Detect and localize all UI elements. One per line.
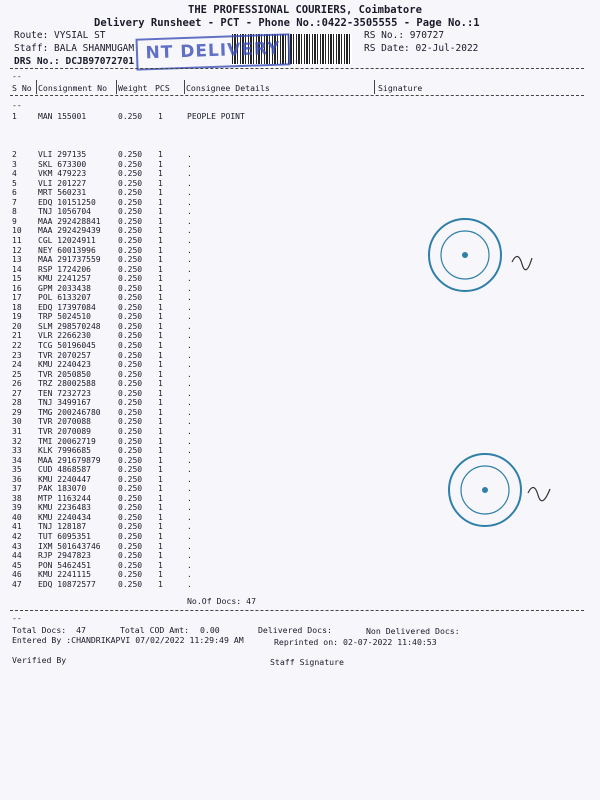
- row-consignment-no: GPM 2033438: [38, 283, 91, 293]
- row-weight: 0.250: [118, 522, 143, 532]
- row-consignment-no: RSP 1724206: [38, 264, 91, 274]
- row-weight: 0.250: [118, 360, 143, 370]
- row-weight: 0.250: [118, 503, 143, 513]
- row-weight: 0.250: [118, 512, 143, 522]
- row-sno: 20: [12, 321, 22, 331]
- row-pcs: 1: [158, 293, 163, 303]
- row-weight: 0.250: [118, 465, 143, 475]
- row-consignment-no: NEY 60013996: [38, 245, 96, 255]
- row-weight: 0.250: [118, 264, 143, 274]
- row-weight: 0.250: [118, 493, 143, 503]
- row-sno: 44: [12, 551, 22, 561]
- row-weight: 0.250: [118, 369, 143, 379]
- row-weight: 0.250: [118, 302, 143, 312]
- divider: [10, 610, 584, 611]
- row-pcs: 1: [158, 321, 163, 331]
- divider: [10, 68, 584, 69]
- row-pcs: 1: [158, 379, 163, 389]
- row-consignment-no: TEN 7232723: [38, 388, 91, 398]
- row-consignment-no: KMU 2241257: [38, 274, 91, 284]
- row-sno: 46: [12, 570, 22, 580]
- row-consignee: .: [187, 426, 192, 436]
- row-sno: 13: [12, 255, 22, 265]
- row-consignment-no: MTP 1163244: [38, 493, 91, 503]
- col-signature: Signature: [378, 83, 423, 93]
- row-pcs: 1: [158, 532, 163, 541]
- row-consignee: .: [187, 532, 192, 541]
- row-consignment-no: MRT 560231: [38, 188, 87, 198]
- row-consignment-no: PON 5462451: [38, 560, 91, 570]
- row-consignee: .: [187, 169, 192, 179]
- reprinted-on: Reprinted on: 02-07-2022 11:40:53: [274, 637, 437, 647]
- people-point-seal-2: [440, 445, 560, 535]
- row-consignment-no: TNJ 3499167: [38, 398, 91, 408]
- col-consignee-details: Consignee Details: [186, 83, 270, 93]
- row-consignment-no: VLI 297135: [38, 150, 87, 159]
- row-consignee: .: [187, 207, 192, 217]
- row-consignee: .: [187, 446, 192, 456]
- delivered-docs: Delivered Docs:: [258, 625, 332, 635]
- row-weight: 0.250: [118, 159, 143, 169]
- row-consignee: .: [187, 350, 192, 360]
- row-sno: 45: [12, 560, 22, 570]
- row-consignment-no: TVR 2070089: [38, 426, 91, 436]
- row-consignment-no: TUT 6095351: [38, 532, 91, 541]
- row-sno: 26: [12, 379, 22, 389]
- row-sno: 28: [12, 398, 22, 408]
- row-pcs: 1: [158, 369, 163, 379]
- row-sno: 22: [12, 341, 22, 350]
- non-delivered-docs: Non Delivered Docs:: [366, 626, 460, 636]
- row-weight: 0.250: [118, 379, 143, 389]
- row-sno: 23: [12, 350, 22, 360]
- row-consignee: .: [187, 379, 192, 389]
- total-cod-value: 0.00: [200, 625, 220, 635]
- row-sno: 6: [12, 188, 17, 198]
- row-pcs: 1: [158, 331, 163, 341]
- row-pcs: 1: [158, 407, 163, 417]
- row-pcs: 1: [158, 541, 163, 551]
- row-sno: 14: [12, 264, 22, 274]
- row-consignee: PEOPLE POINT: [187, 112, 245, 121]
- row-consignment-no: TVR 2070257: [38, 350, 91, 360]
- row-pcs: 1: [158, 493, 163, 503]
- col-pcs: PCS: [155, 83, 170, 93]
- row-weight: 0.250: [118, 169, 143, 179]
- row-weight: 0.250: [118, 407, 143, 417]
- row-sno: 11: [12, 235, 22, 245]
- row-weight: 0.250: [118, 150, 143, 159]
- staff-signature: Staff Signature: [270, 657, 344, 667]
- row-consignee: .: [187, 512, 192, 522]
- row-pcs: 1: [158, 216, 163, 226]
- delivery-stamp: NT DELIVERY: [135, 33, 290, 70]
- row-consignee: .: [187, 570, 192, 580]
- row-pcs: 1: [158, 398, 163, 408]
- row-consignment-no: KLK 7996685: [38, 446, 91, 456]
- row-consignee: .: [187, 388, 192, 398]
- row-sno: 42: [12, 532, 22, 541]
- drs-number: DRS No.: DCJB97072701: [14, 56, 135, 67]
- row-weight: 0.250: [118, 446, 143, 456]
- row-sno: 29: [12, 407, 22, 417]
- total-cod-label: Total COD Amt:: [120, 625, 190, 635]
- row-weight: 0.250: [118, 579, 143, 589]
- row-consignee: .: [187, 417, 192, 427]
- row-weight: 0.250: [118, 331, 143, 341]
- row-consignment-no: TVR 2070088: [38, 417, 91, 427]
- row-sno: 15: [12, 274, 22, 284]
- row-consignment-no: EDQ 10151250: [38, 197, 96, 207]
- row-consignee: .: [187, 455, 192, 465]
- row-pcs: 1: [158, 245, 163, 255]
- row-consignee: .: [187, 522, 192, 532]
- row-consignee: .: [187, 474, 192, 484]
- row-sno: 36: [12, 474, 22, 484]
- row-consignee: .: [187, 541, 192, 551]
- row-pcs: 1: [158, 360, 163, 370]
- row-sno: 39: [12, 503, 22, 513]
- row-sno: 8: [12, 207, 17, 217]
- row-consignee: .: [187, 178, 192, 188]
- row-consignment-no: MAN 155001: [38, 112, 87, 121]
- row-consignment-no: PAK 183070: [38, 484, 87, 494]
- row-pcs: 1: [158, 350, 163, 360]
- row-consignment-no: VKM 479223: [38, 169, 87, 179]
- row-weight: 0.250: [118, 197, 143, 207]
- row-consignment-no: TMI 20062719: [38, 436, 96, 446]
- row-pcs: 1: [158, 150, 163, 159]
- row-sno: 30: [12, 417, 22, 427]
- row-consignee: .: [187, 369, 192, 379]
- row-sno: 35: [12, 465, 22, 475]
- row-weight: 0.250: [118, 436, 143, 446]
- row-pcs: 1: [158, 188, 163, 198]
- row-weight: 0.250: [118, 245, 143, 255]
- row-consignment-no: KMU 2240434: [38, 512, 91, 522]
- row-pcs: 1: [158, 207, 163, 217]
- row-weight: 0.250: [118, 216, 143, 226]
- no-of-docs: No.Of Docs: 47: [187, 596, 257, 606]
- row-sno: 12: [12, 245, 22, 255]
- verified-by: Verified By: [12, 655, 67, 665]
- row-consignment-no: IXM 501643746: [38, 541, 101, 551]
- row-weight: 0.250: [118, 274, 143, 284]
- row-sno: 7: [12, 197, 17, 207]
- row-consignment-no: KMU 2240447: [38, 474, 91, 484]
- row-pcs: 1: [158, 446, 163, 456]
- entered-by: Entered By :CHANDRIKAPVI 07/02/2022 11:29:49 AM: [12, 635, 244, 645]
- row-pcs: 1: [158, 112, 163, 121]
- runsheet-title: Delivery Runsheet - PCT - Phone No.:0422-3505555 - Page No.:1: [94, 17, 480, 29]
- row-sno: 16: [12, 283, 22, 293]
- row-pcs: 1: [158, 312, 163, 322]
- row-pcs: 1: [158, 503, 163, 513]
- row-pcs: 1: [158, 235, 163, 245]
- row-weight: 0.250: [118, 484, 143, 494]
- row-consignee: .: [187, 493, 192, 503]
- row-sno: 10: [12, 226, 22, 236]
- row-consignee: .: [187, 398, 192, 408]
- col-weight: Weight: [118, 83, 148, 93]
- col-sno: S No: [12, 83, 32, 93]
- row-sno: 34: [12, 455, 22, 465]
- row-consignee: .: [187, 331, 192, 341]
- people-point-seal: [420, 210, 540, 300]
- row-weight: 0.250: [118, 570, 143, 580]
- row-consignment-no: TCG 50196045: [38, 341, 96, 350]
- row-pcs: 1: [158, 560, 163, 570]
- row-consignee: .: [187, 503, 192, 513]
- row-weight: 0.250: [118, 341, 143, 350]
- row-consignee: .: [187, 579, 192, 589]
- row-consignee: .: [187, 560, 192, 570]
- row-consignee: .: [187, 235, 192, 245]
- row-consignment-no: SLM 298570248: [38, 321, 101, 331]
- row-weight: 0.250: [118, 312, 143, 322]
- row-consignee: .: [187, 226, 192, 236]
- row-consignee: .: [187, 216, 192, 226]
- row-consignee: .: [187, 407, 192, 417]
- row-weight: 0.250: [118, 283, 143, 293]
- row-sno: 33: [12, 446, 22, 456]
- row-weight: 0.250: [118, 560, 143, 570]
- row-pcs: 1: [158, 436, 163, 446]
- row-pcs: 1: [158, 274, 163, 284]
- row-sno: 38: [12, 493, 22, 503]
- row-consignment-no: TRZ 28002588: [38, 379, 96, 389]
- row-consignment-no: TMG 200246780: [38, 407, 101, 417]
- route-label: Route: VYSIAL ST: [14, 30, 106, 41]
- row-weight: 0.250: [118, 112, 143, 121]
- row-consignee: .: [187, 274, 192, 284]
- row-sno: 27: [12, 388, 22, 398]
- row-pcs: 1: [158, 178, 163, 188]
- row-consignment-no: MAA 292429439: [38, 226, 101, 236]
- row-consignment-no: KMU 2240423: [38, 360, 91, 370]
- company-name: THE PROFESSIONAL COURIERS, Coimbatore: [188, 4, 422, 16]
- row-consignee: .: [187, 293, 192, 303]
- row-sno: 40: [12, 512, 22, 522]
- row-sno: 5: [12, 178, 17, 188]
- row-sno: 18: [12, 302, 22, 312]
- row-weight: 0.250: [118, 541, 143, 551]
- row-consignee: .: [187, 436, 192, 446]
- row-weight: 0.250: [118, 551, 143, 561]
- row-consignment-no: MAA 292428841: [38, 216, 101, 226]
- row-consignee: .: [187, 484, 192, 494]
- row-pcs: 1: [158, 283, 163, 293]
- row-pcs: 1: [158, 197, 163, 207]
- row-weight: 0.250: [118, 398, 143, 408]
- row-weight: 0.250: [118, 178, 143, 188]
- row-consignment-no: VLI 201227: [38, 178, 87, 188]
- row-consignment-no: TVR 2050850: [38, 369, 91, 379]
- row-consignee: .: [187, 283, 192, 293]
- col-consignment: Consignment No: [38, 83, 108, 93]
- row-pcs: 1: [158, 474, 163, 484]
- row-weight: 0.250: [118, 350, 143, 360]
- row-consignee: .: [187, 551, 192, 561]
- rs-number: RS No.: 970727: [364, 30, 445, 41]
- row-sno: 1: [12, 112, 17, 121]
- total-docs: Total Docs: 47: [12, 625, 86, 635]
- row-pcs: 1: [158, 159, 163, 169]
- row-weight: 0.250: [118, 207, 143, 217]
- row-sno: 31: [12, 426, 22, 436]
- row-sno: 4: [12, 169, 17, 179]
- row-pcs: 1: [158, 388, 163, 398]
- row-consignee: .: [187, 150, 192, 159]
- row-pcs: 1: [158, 255, 163, 265]
- row-consignee: .: [187, 321, 192, 331]
- row-weight: 0.250: [118, 426, 143, 436]
- row-weight: 0.250: [118, 293, 143, 303]
- row-sno: 21: [12, 331, 22, 341]
- row-pcs: 1: [158, 484, 163, 494]
- row-consignee: .: [187, 245, 192, 255]
- row-weight: 0.250: [118, 388, 143, 398]
- row-consignment-no: CGL 12024911: [38, 235, 96, 245]
- row-consignment-no: VLR 2266230: [38, 331, 91, 341]
- row-pcs: 1: [158, 341, 163, 350]
- row-consignee: .: [187, 465, 192, 475]
- row-sno: 9: [12, 216, 17, 226]
- row-consignee: .: [187, 197, 192, 207]
- row-consignment-no: RJP 2947823: [38, 551, 91, 561]
- row-sno: 17: [12, 293, 22, 303]
- rs-date: RS Date: 02-Jul-2022: [364, 43, 479, 54]
- row-pcs: 1: [158, 512, 163, 522]
- row-consignee: .: [187, 264, 192, 274]
- row-sno: 19: [12, 312, 22, 322]
- row-sno: 24: [12, 360, 22, 370]
- row-consignment-no: EDQ 17397084: [38, 302, 96, 312]
- row-consignee: .: [187, 255, 192, 265]
- row-pcs: 1: [158, 169, 163, 179]
- row-consignment-no: KMU 2236483: [38, 503, 91, 513]
- row-consignee: .: [187, 159, 192, 169]
- row-consignment-no: TNJ 1056704: [38, 207, 91, 217]
- row-pcs: 1: [158, 417, 163, 427]
- row-consignee: .: [187, 360, 192, 370]
- row-pcs: 1: [158, 226, 163, 236]
- row-sno: 2: [12, 150, 17, 159]
- row-consignment-no: EDQ 10872577: [38, 579, 96, 589]
- row-consignment-no: MAA 291737559: [38, 255, 101, 265]
- row-consignment-no: MAA 291679879: [38, 455, 101, 465]
- divider: [10, 95, 584, 96]
- row-sno: 43: [12, 541, 22, 551]
- staff-label: Staff: BALA SHANMUGAM: [14, 43, 135, 54]
- row-sno: 25: [12, 369, 22, 379]
- row-weight: 0.250: [118, 532, 143, 541]
- row-pcs: 1: [158, 302, 163, 312]
- row-weight: 0.250: [118, 417, 143, 427]
- row-sno: 41: [12, 522, 22, 532]
- row-consignment-no: POL 6133207: [38, 293, 91, 303]
- row-sno: 3: [12, 159, 17, 169]
- row-pcs: 1: [158, 522, 163, 532]
- row-weight: 0.250: [118, 474, 143, 484]
- row-consignment-no: TRP 5024510: [38, 312, 91, 322]
- row-sno: 37: [12, 484, 22, 494]
- row-consignee: .: [187, 302, 192, 312]
- row-weight: 0.250: [118, 188, 143, 198]
- row-weight: 0.250: [118, 235, 143, 245]
- row-consignment-no: TNJ 128187: [38, 522, 87, 532]
- row-pcs: 1: [158, 264, 163, 274]
- row-consignment-no: CUD 4868587: [38, 465, 91, 475]
- row-pcs: 1: [158, 570, 163, 580]
- row-weight: 0.250: [118, 255, 143, 265]
- row-pcs: 1: [158, 551, 163, 561]
- row-consignee: .: [187, 312, 192, 322]
- row-pcs: 1: [158, 455, 163, 465]
- row-pcs: 1: [158, 579, 163, 589]
- row-pcs: 1: [158, 465, 163, 475]
- row-consignee: .: [187, 188, 192, 198]
- row-consignment-no: KMU 2241115: [38, 570, 91, 580]
- row-consignment-no: SKL 673300: [38, 159, 87, 169]
- row-sno: 47: [12, 579, 22, 589]
- row-weight: 0.250: [118, 321, 143, 331]
- row-consignee: .: [187, 341, 192, 350]
- row-weight: 0.250: [118, 226, 143, 236]
- row-pcs: 1: [158, 426, 163, 436]
- row-weight: 0.250: [118, 455, 143, 465]
- row-sno: 32: [12, 436, 22, 446]
